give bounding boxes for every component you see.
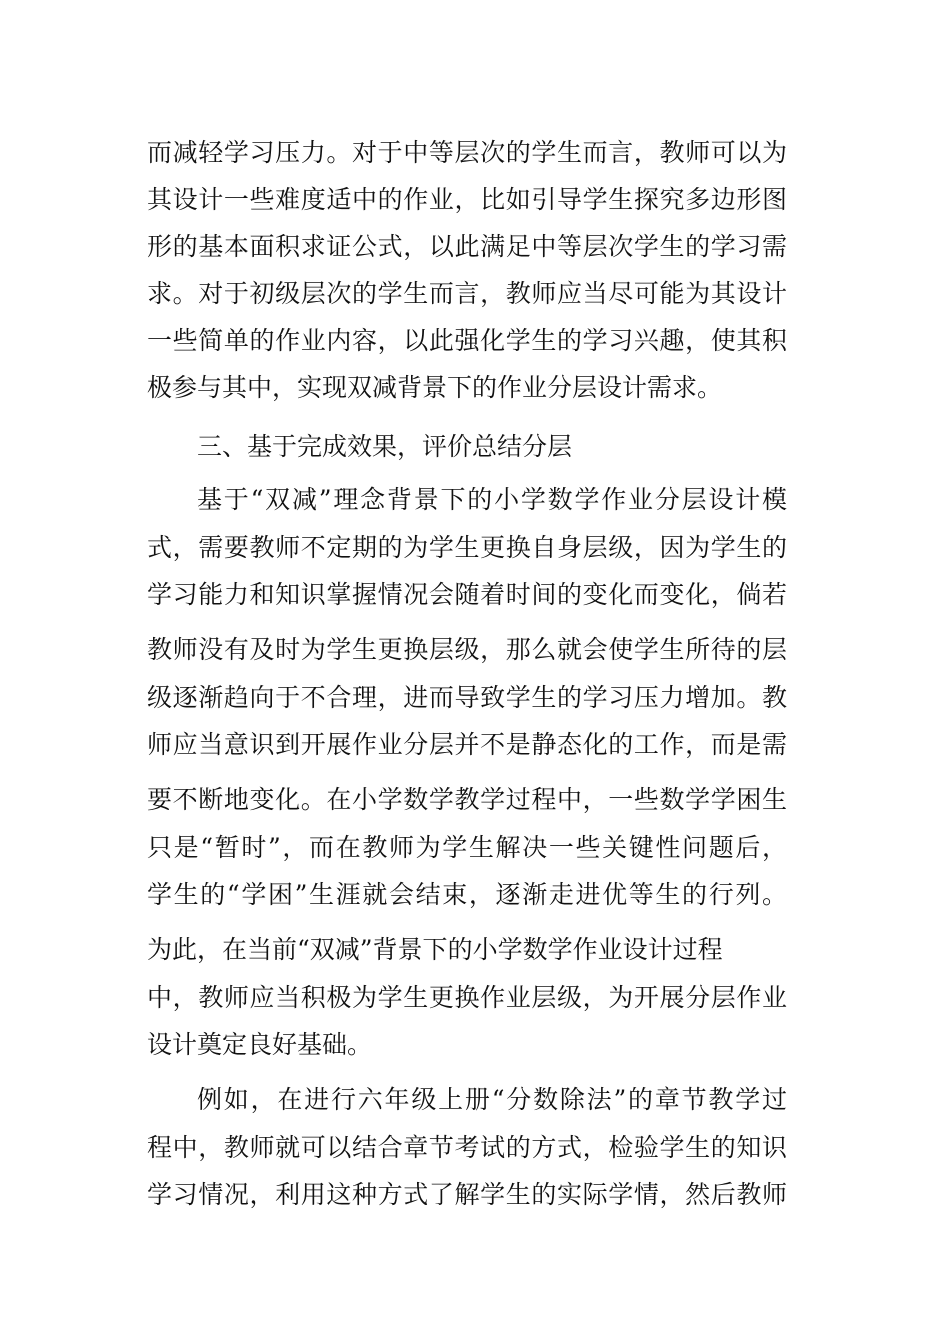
paragraph-line: 一些简单的作业内容，以此强化学生的学习兴趣，使其积 [147,326,787,355]
paragraph-line: 中，教师应当积极为学生更换作业层级，为开展分层作业 [147,983,787,1012]
paragraph-line: 设计奠定良好基础。 [147,1030,373,1059]
paragraph-line: 式，需要教师不定期的为学生更换自身层级，因为学生的 [147,533,787,562]
paragraph-line: 学习情况，利用这种方式了解学生的实际学情，然后教师 [147,1180,787,1209]
paragraph-line: 求。对于初级层次的学生而言，教师应当尽可能为其设计 [147,279,787,308]
paragraph-line: 形的基本面积求证公式，以此满足中等层次学生的学习需 [147,232,787,261]
paragraph-line: 要不断地变化。在小学数学教学过程中，一些数学学困生 [147,785,787,814]
paragraph-line: 基于“双减”理念背景下的小学数学作业分层设计模 [197,485,787,514]
paragraph-line: 师应当意识到开展作业分层并不是静态化的工作，而是需 [147,730,787,759]
paragraph-line: 级逐渐趋向于不合理，进而导致学生的学习压力增加。教 [147,683,787,712]
paragraph-line: 极参与其中，实现双减背景下的作业分层设计需求。 [147,373,723,402]
paragraph-line: 程中，教师就可以结合章节考试的方式，检验学生的知识 [147,1133,787,1162]
paragraph-line: 只是“暂时”，而在教师为学生解决一些关键性问题后， [147,833,787,862]
paragraph-line: 而减轻学习压力。对于中等层次的学生而言，教师可以为 [147,138,787,167]
section-heading: 三、基于完成效果，评价总结分层 [197,432,573,461]
paragraph-line: 学生的“学困”生涯就会结束，逐渐走进优等生的行列。 [147,880,787,909]
paragraph-line: 学习能力和知识掌握情况会随着时间的变化而变化，倘若 [147,580,787,609]
paragraph-line: 教师没有及时为学生更换层级，那么就会使学生所待的层 [147,635,787,664]
paragraph-line: 其设计一些难度适中的作业，比如引导学生探究多边形图 [147,185,787,214]
paragraph-line: 为此，在当前“双减”背景下的小学数学作业设计过程 [147,935,723,964]
paragraph-line: 例如，在进行六年级上册“分数除法”的章节教学过 [197,1085,787,1114]
